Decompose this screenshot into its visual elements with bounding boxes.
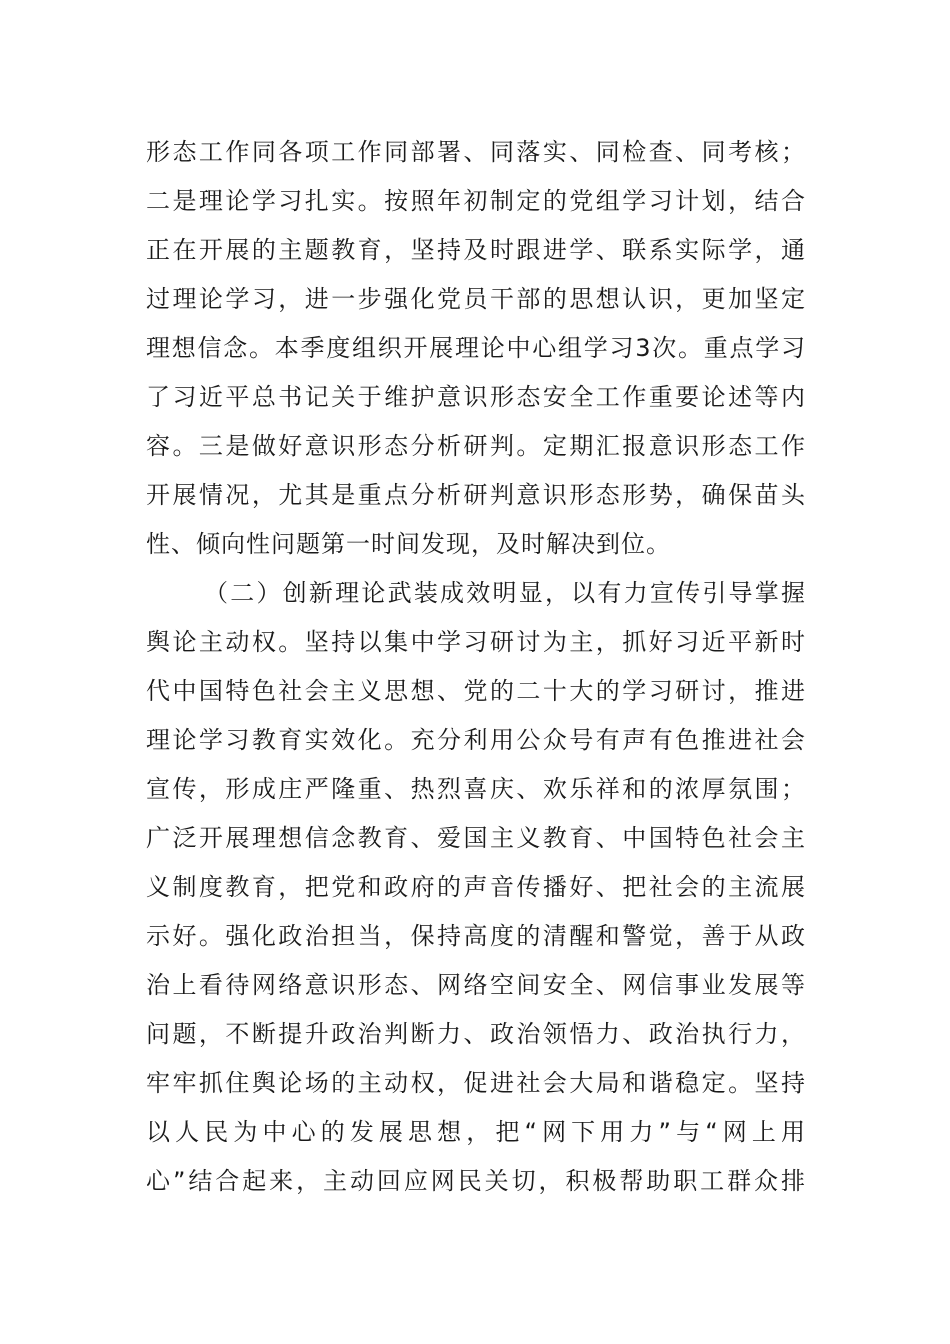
- text-line: 理论学习教育实效化。充分利用公众号有声有色推进社会: [146, 726, 806, 754]
- text-line: 问题，不断提升政治判断力、政治领悟力、政治执行力，: [146, 1020, 806, 1048]
- text-line: 牢牢抓住舆论场的主动权，促进社会大局和谐稳定。坚持: [146, 1069, 806, 1097]
- text-line: 开展情况，尤其是重点分析研判意识形态形势，确保苗头: [146, 481, 806, 509]
- text-line: 以人民为中心的发展思想，把“网下用力”与“网上用: [146, 1118, 806, 1146]
- text-line: 义制度教育，把党和政府的声音传播好、把社会的主流展: [146, 873, 806, 901]
- document-body: [146, 128, 806, 1206]
- text-line: 广泛开展理想信念教育、爱国主义教育、中国特色社会主: [146, 824, 806, 852]
- text-line-paragraph-start: （二）创新理论武装成效明显，以有力宣传引导掌握: [204, 579, 806, 607]
- text-line: 理想信念。本季度组织开展理论中心组学习3次。重点学习: [146, 334, 806, 362]
- text-line: 二是理论学习扎实。按照年初制定的党组学习计划，结合: [146, 187, 806, 215]
- text-line: 示好。强化政治担当，保持高度的清醒和警觉，善于从政: [146, 922, 806, 950]
- text-line-paragraph-end: 性、倾向性问题第一时间发现，及时解决到位。: [146, 530, 671, 558]
- text-line: 了习近平总书记关于维护意识形态安全工作重要论述等内: [146, 383, 806, 411]
- text-line: 容。三是做好意识形态分析研判。定期汇报意识形态工作: [146, 432, 806, 460]
- text-line: 过理论学习，进一步强化党员干部的思想认识，更加坚定: [146, 285, 806, 313]
- text-line: 正在开展的主题教育，坚持及时跟进学、联系实际学，通: [146, 236, 806, 264]
- text-line: 治上看待网络意识形态、网络空间安全、网信事业发展等: [146, 971, 806, 999]
- text-line: 形态工作同各项工作同部署、同落实、同检查、同考核；: [146, 138, 806, 166]
- text-line: 心”结合起来，主动回应网民关切，积极帮助职工群众排: [146, 1167, 806, 1195]
- text-line: 宣传，形成庄严隆重、热烈喜庆、欢乐祥和的浓厚氛围；: [146, 775, 806, 803]
- text-line: 舆论主动权。坚持以集中学习研讨为主，抓好习近平新时: [146, 628, 806, 656]
- text-line: 代中国特色社会主义思想、党的二十大的学习研讨，推进: [146, 677, 806, 705]
